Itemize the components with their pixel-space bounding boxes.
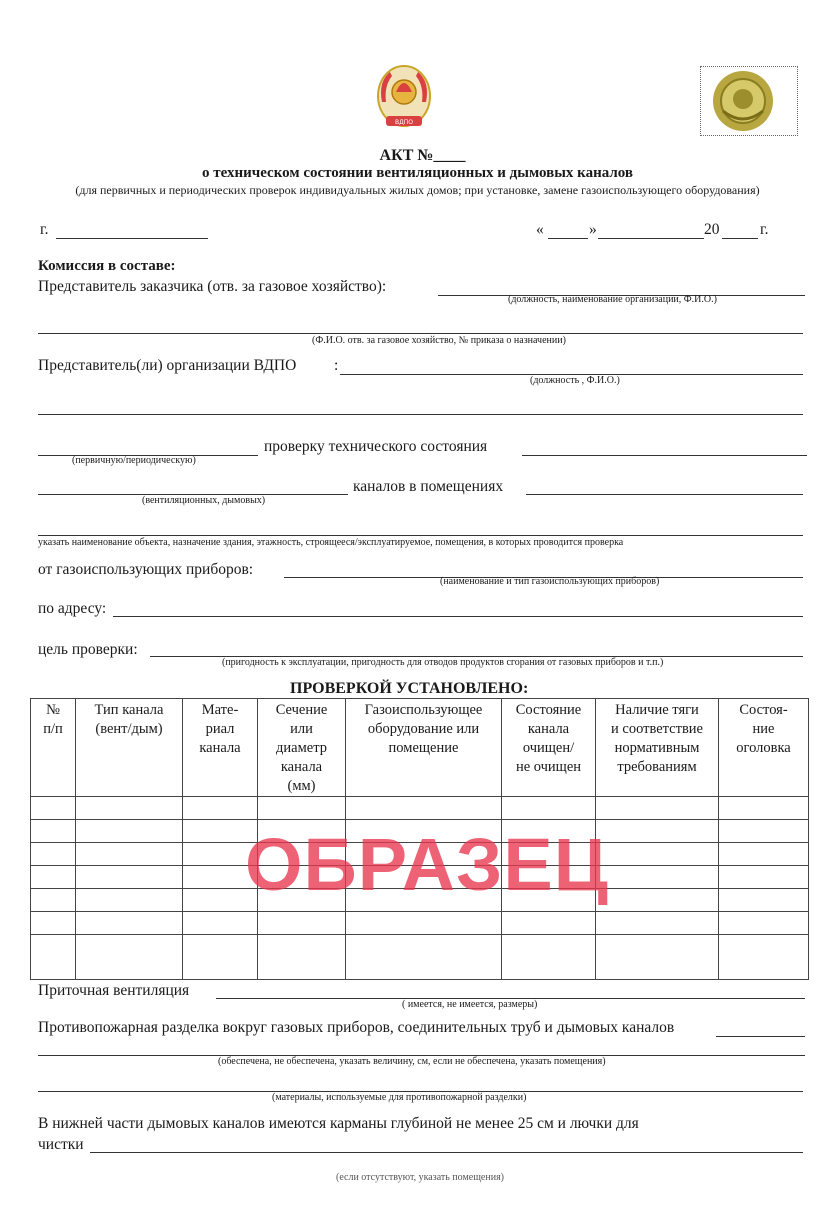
- table-cell[interactable]: [346, 797, 502, 820]
- purpose-label: цель проверки:: [38, 641, 138, 658]
- table-cell[interactable]: [76, 866, 183, 889]
- document-title: АКТ №____: [379, 147, 466, 164]
- document-subnote: (для первичных и периодических проверок индивидуальных жилых домов; при установке, замене газоиспользующего оборудования): [75, 183, 760, 197]
- customer-field-2[interactable]: [38, 333, 803, 334]
- col-header-section: Сечение или диаметр канала (мм): [258, 699, 346, 797]
- table-cell[interactable]: [76, 912, 183, 935]
- table-cell[interactable]: [596, 935, 719, 980]
- table-cell[interactable]: [596, 912, 719, 935]
- vdpo-field-2[interactable]: [38, 414, 803, 415]
- results-heading: ПРОВЕРКОЙ УСТАНОВЛЕНО:: [290, 680, 529, 697]
- materials-hint: (материалы, используемые для противопожарной разделки): [272, 1092, 527, 1103]
- col-header-head-state: Состоя- ние оголовка: [719, 699, 809, 797]
- table-cell[interactable]: [31, 797, 76, 820]
- customer-label: Представитель заказчика (отв. за газовое хозяйство):: [38, 278, 387, 295]
- year-field[interactable]: [722, 238, 758, 239]
- fire-field[interactable]: [716, 1036, 805, 1037]
- table-row: [31, 935, 809, 980]
- object-field[interactable]: [38, 535, 803, 536]
- channel-type-hint: (вентиляционных, дымовых): [142, 495, 266, 506]
- devices-label: от газоиспользующих приборов:: [38, 561, 254, 578]
- city-field[interactable]: [56, 238, 208, 239]
- table-cell[interactable]: [719, 820, 809, 843]
- table-cell[interactable]: [31, 889, 76, 912]
- year-suffix: г.: [760, 221, 769, 238]
- address-label: по адресу:: [38, 600, 107, 617]
- vdpo-colon: :: [334, 357, 339, 374]
- customer-hint: (должность, наименование организации, Ф.И.О.): [508, 294, 717, 305]
- sample-watermark: ОБРАЗЕЦ: [245, 823, 609, 906]
- table-cell[interactable]: [183, 935, 258, 980]
- table-cell[interactable]: [502, 912, 596, 935]
- table-cell[interactable]: [76, 889, 183, 912]
- channels-text: каналов в помещениях: [353, 478, 504, 495]
- table-cell[interactable]: [596, 797, 719, 820]
- table-cell[interactable]: [596, 866, 719, 889]
- table-cell[interactable]: [258, 935, 346, 980]
- table-cell[interactable]: [76, 843, 183, 866]
- pockets-text-line2: чистки: [38, 1136, 84, 1153]
- hologram-seal: [700, 66, 798, 136]
- devices-hint: (наименование и тип газоиспользующих приборов): [440, 576, 660, 587]
- table-cell[interactable]: [31, 820, 76, 843]
- table-cell[interactable]: [31, 935, 76, 980]
- table-cell[interactable]: [183, 912, 258, 935]
- city-prefix: г.: [40, 221, 49, 238]
- pockets-text-line1: В нижней части дымовых каналов имеются карманы глубиной не менее 25 см и лючки для: [38, 1115, 639, 1132]
- table-cell[interactable]: [719, 866, 809, 889]
- document-subtitle: о техническом состоянии вентиляционных и дымовых каналов: [201, 165, 634, 181]
- table-cell[interactable]: [76, 797, 183, 820]
- table-cell[interactable]: [31, 912, 76, 935]
- vdpo-emblem-logo: [372, 62, 436, 134]
- col-header-channel-type: Тип канала (вент/дым): [76, 699, 183, 797]
- table-cell[interactable]: [719, 797, 809, 820]
- col-header-equipment: Газоиспользующее оборудование или помещение: [346, 699, 502, 797]
- results-header-row: [31, 699, 809, 797]
- table-cell[interactable]: [31, 866, 76, 889]
- table-cell[interactable]: [183, 797, 258, 820]
- table-cell[interactable]: [596, 889, 719, 912]
- month-field[interactable]: [598, 238, 704, 239]
- pockets-field[interactable]: [90, 1152, 803, 1153]
- vdpo-hint: (должность , Ф.И.О.): [530, 375, 620, 386]
- table-cell[interactable]: [502, 935, 596, 980]
- table-cell[interactable]: [719, 935, 809, 980]
- purpose-hint: (пригодность к эксплуатации, пригодность для отводов продуктов сгорания от газовых приборов и т.п.): [222, 657, 664, 668]
- year-prefix: 20: [704, 221, 720, 238]
- table-cell[interactable]: [346, 912, 502, 935]
- rooms-field[interactable]: [526, 494, 803, 495]
- col-header-draft: Наличие тяги и соответствие нормативным требованиям: [596, 699, 719, 797]
- table-cell[interactable]: [719, 912, 809, 935]
- table-cell[interactable]: [502, 797, 596, 820]
- col-header-cleaned: Состояние канала очищен/ не очищен: [502, 699, 596, 797]
- col-header-material: Мате- риал канала: [183, 699, 258, 797]
- table-row: [31, 912, 809, 935]
- customer-hint-2: (Ф.И.О. отв. за газовое хозяйство, № приказа о назначении): [312, 335, 566, 346]
- table-cell[interactable]: [76, 935, 183, 980]
- day-field[interactable]: [548, 238, 588, 239]
- object-hint: указать наименование объекта, назначение здания, этажность, строящееся/эксплуатируемое, помещения, в которых проводится проверка: [38, 537, 624, 548]
- col-header-number: № п/п: [31, 699, 76, 797]
- fire-label: Противопожарная разделка вокруг газовых приборов, соединительных труб и дымовых каналов: [38, 1019, 675, 1036]
- table-cell[interactable]: [346, 935, 502, 980]
- emblem-ribbon-text: ВДПО: [394, 119, 414, 126]
- date-quote-open: «: [536, 221, 544, 238]
- fire-hint: (обеспечена, не обеспечена, указать величину, см, если не обеспечена, указать помещения): [218, 1056, 606, 1067]
- table-cell[interactable]: [719, 889, 809, 912]
- pockets-hint: (если отсутствуют, указать помещения): [336, 1172, 505, 1183]
- table-cell[interactable]: [719, 843, 809, 866]
- table-row: [31, 797, 809, 820]
- table-cell[interactable]: [258, 797, 346, 820]
- check-text: проверку технического состояния: [264, 438, 488, 455]
- supply-hint: ( имеется, не имеется, размеры): [402, 999, 538, 1010]
- table-cell[interactable]: [31, 843, 76, 866]
- commission-heading: Комиссия в составе:: [38, 258, 176, 274]
- date-quote-close: »: [589, 221, 597, 238]
- table-cell[interactable]: [76, 820, 183, 843]
- table-cell[interactable]: [258, 912, 346, 935]
- address-field[interactable]: [113, 616, 803, 617]
- vdpo-label: Представитель(ли) организации ВДПО: [38, 357, 297, 374]
- check-object-field[interactable]: [522, 455, 807, 456]
- table-cell[interactable]: [596, 820, 719, 843]
- table-cell[interactable]: [596, 843, 719, 866]
- check-type-hint: (первичную/периодическую): [72, 455, 196, 466]
- supply-label: Приточная вентиляция: [38, 982, 190, 999]
